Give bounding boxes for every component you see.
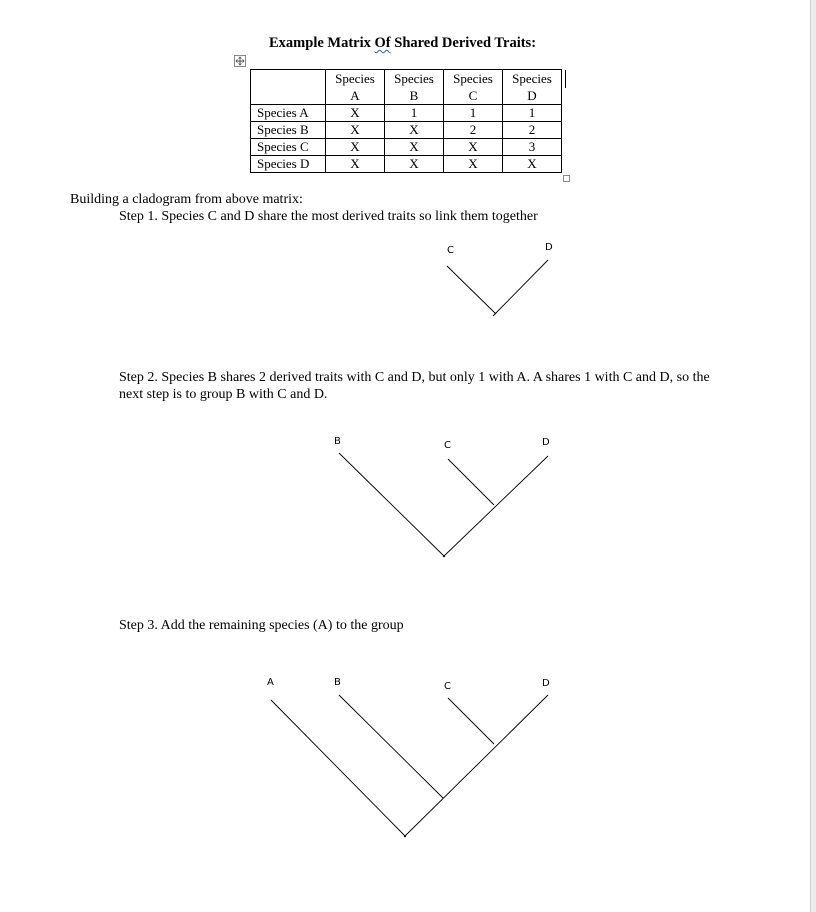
step-1-text: Step 1. Species C and D share the most derived traits so link them together	[119, 209, 538, 224]
step-3-text: Step 3. Add the remaining species (A) to the group	[119, 618, 404, 633]
col-header-a[interactable]: Species A	[326, 70, 385, 105]
clado1-label-c: C	[447, 245, 454, 256]
cladogram-2	[339, 453, 548, 557]
clado2-label-d: D	[542, 437, 550, 448]
col-header-d[interactable]: Species D	[503, 70, 562, 105]
clado2-label-c: C	[444, 440, 451, 451]
table-cell[interactable]: 1	[385, 105, 444, 122]
table-resize-handle[interactable]	[563, 175, 570, 182]
title-spellcheck-word[interactable]: Of	[374, 35, 391, 51]
table-cell[interactable]: 2	[444, 122, 503, 139]
table-move-handle-icon[interactable]	[234, 55, 246, 67]
clado2-branch-c	[448, 459, 494, 505]
clado3-branch-d	[404, 695, 548, 837]
clado2-branch-d	[443, 456, 548, 557]
clado3-label-d: D	[542, 678, 550, 689]
table-cell[interactable]: X	[326, 105, 385, 122]
table-cell[interactable]: 1	[503, 105, 562, 122]
table-row	[251, 156, 562, 173]
clado2-branch-b	[339, 453, 445, 557]
traits-matrix-table[interactable]	[250, 69, 562, 173]
clado3-label-b: B	[334, 677, 341, 688]
clado3-label-c: C	[444, 681, 451, 692]
cladogram-1	[447, 260, 548, 316]
table-cell[interactable]: X	[326, 139, 385, 156]
cladogram-3	[271, 695, 548, 837]
clado3-branch-b	[339, 695, 443, 798]
row-header-d[interactable]: Species D	[251, 156, 326, 173]
table-cell[interactable]: X	[326, 156, 385, 173]
row-header-c[interactable]: Species C	[251, 139, 326, 156]
page-edge-scrollbar[interactable]	[810, 0, 816, 912]
clado3-label-a: A	[267, 677, 274, 688]
intro-text: Building a cladogram from above matrix:	[70, 192, 303, 207]
matrix-header-row	[251, 70, 562, 105]
table-cell[interactable]: 1	[444, 105, 503, 122]
col-header-b[interactable]: Species B	[385, 70, 444, 105]
clado1-label-d: D	[545, 242, 553, 253]
table-row	[251, 122, 562, 139]
clado2-label-b: B	[334, 436, 341, 447]
table-cell[interactable]: X	[326, 122, 385, 139]
text-cursor	[565, 70, 566, 88]
table-cell[interactable]: 2	[503, 122, 562, 139]
table-row	[251, 105, 562, 122]
clado3-branch-a	[271, 700, 406, 837]
col-header-c[interactable]: Species C	[444, 70, 503, 105]
row-header-a[interactable]: Species A	[251, 105, 326, 122]
title-part-2: Shared Derived Traits:	[390, 35, 537, 51]
table-cell[interactable]: X	[385, 139, 444, 156]
step-2-text: Step 2. Species B shares 2 derived traits with C and D, but only 1 with A. A shares 1 with C and D, so the next step is to group B with C and D.	[119, 370, 710, 402]
row-header-b[interactable]: Species B	[251, 122, 326, 139]
table-cell[interactable]: X	[385, 156, 444, 173]
title-part-1: Example Matrix	[269, 35, 375, 51]
clado1-branch-c	[447, 266, 496, 314]
table-cell[interactable]: 3	[503, 139, 562, 156]
matrix-corner-cell[interactable]	[251, 70, 326, 105]
table-row	[251, 139, 562, 156]
table-cell[interactable]: X	[444, 139, 503, 156]
table-cell[interactable]: X	[385, 122, 444, 139]
clado1-branch-d	[493, 260, 548, 316]
table-cell[interactable]: X	[503, 156, 562, 173]
page-title	[269, 35, 536, 52]
clado3-branch-c	[448, 698, 494, 744]
table-cell[interactable]: X	[444, 156, 503, 173]
